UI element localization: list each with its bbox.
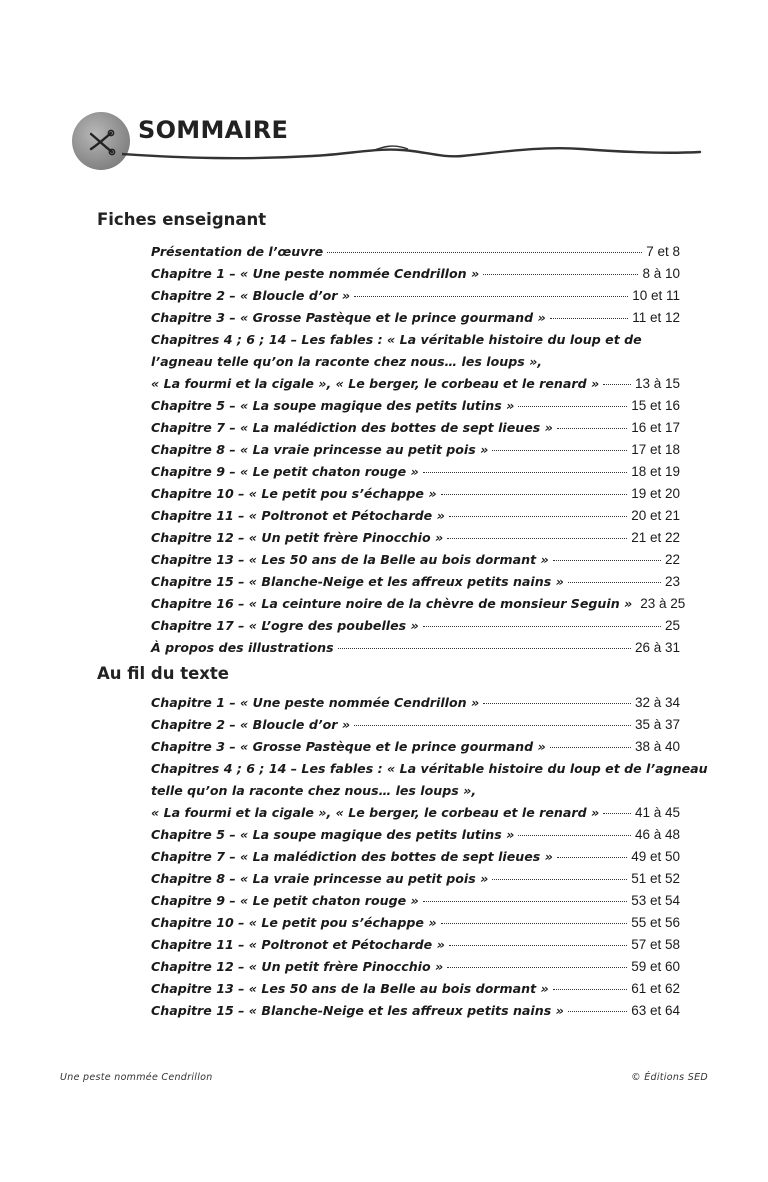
- toc-entry: [151, 329, 680, 351]
- dot-leader: [553, 559, 661, 561]
- toc-entry: [151, 736, 680, 758]
- toc-entry-label: « La fourmi et la cigale », « Le berger, le corbeau et le renard »: [151, 805, 600, 820]
- toc-entry: [151, 978, 680, 1000]
- toc-entry-pages: 26 à 31: [634, 640, 680, 655]
- toc-entry-label: Chapitre 17 – « L’ogre des poubelles »: [151, 618, 419, 633]
- dot-leader: [568, 1010, 627, 1012]
- toc-list-au-fil-du-texte: [151, 692, 708, 1022]
- dot-leader: [441, 493, 628, 495]
- toc-entry-pages: 18 et 19: [631, 464, 680, 479]
- dot-leader: [338, 647, 631, 649]
- page-title: SOMMAIRE: [138, 116, 289, 144]
- toc-entry-pages: 23 à 25: [640, 596, 686, 611]
- dot-leader: [447, 537, 627, 539]
- toc-entry-pages: 15 et 16: [631, 398, 680, 413]
- dot-leader: [492, 449, 627, 451]
- toc-entry-label: Chapitre 12 – « Un petit frère Pinocchio »: [151, 530, 444, 545]
- toc-entry: [151, 549, 680, 571]
- toc-entry: [151, 846, 680, 868]
- toc-entry: [151, 615, 680, 637]
- toc-entry: [151, 373, 680, 395]
- toc-entry-label: Chapitres 4 ; 6 ; 14 – Les fables : « La véritable histoire du loup et de l’agneau: [151, 761, 708, 776]
- toc-entry-pages: 51 et 52: [631, 871, 680, 886]
- toc-entry-label: Chapitre 8 – « La vraie princesse au petit pois »: [151, 871, 489, 886]
- toc-entry-label: Chapitre 7 – « La malédiction des bottes de sept lieues »: [151, 849, 553, 864]
- toc-entry: [151, 263, 680, 285]
- dot-leader: [518, 834, 631, 836]
- dot-leader: [449, 515, 627, 517]
- dot-leader: [423, 900, 627, 902]
- toc-entry: [151, 439, 680, 461]
- toc-entry-label: Chapitre 9 – « Le petit chaton rouge »: [151, 893, 419, 908]
- toc-entry-label: Chapitre 9 – « Le petit chaton rouge »: [151, 464, 419, 479]
- toc-entry-pages: 38 à 40: [634, 739, 680, 754]
- dot-leader: [354, 295, 628, 297]
- dot-leader: [550, 317, 629, 319]
- dot-leader: [603, 383, 631, 385]
- dot-leader: [441, 922, 628, 924]
- toc-entry-label: Chapitre 2 – « Bloucle d’or »: [151, 288, 351, 303]
- toc-entry-pages: 63 et 64: [631, 1003, 680, 1018]
- toc-entry-label: Chapitre 7 – « La malédiction des bottes de sept lieues »: [151, 420, 553, 435]
- toc-entry-label: Chapitre 1 – « Une peste nommée Cendrillon »: [151, 695, 480, 710]
- toc-entry-pages: 20 et 21: [631, 508, 680, 523]
- section-title-fiches-enseignant: Fiches enseignant: [97, 210, 267, 229]
- toc-entry: [151, 461, 680, 483]
- toc-entry-pages: 32 à 34: [634, 695, 680, 710]
- toc-entry-pages: 10 et 11: [632, 288, 680, 303]
- toc-entry-label: Chapitre 10 – « Le petit pou s’échappe »: [151, 915, 437, 930]
- toc-entry-label: « La fourmi et la cigale », « Le berger, le corbeau et le renard »: [151, 376, 600, 391]
- toc-entry-pages: 25: [664, 618, 680, 633]
- dot-leader: [603, 812, 631, 814]
- toc-entry-label: Chapitre 15 – « Blanche-Neige et les affreux petits nains »: [151, 1003, 564, 1018]
- toc-entry-pages: 61 et 62: [631, 981, 680, 996]
- toc-entry-pages: 55 et 56: [631, 915, 680, 930]
- dot-leader: [423, 625, 661, 627]
- toc-entry-label: Chapitre 10 – « Le petit pou s’échappe »: [151, 486, 437, 501]
- toc-entry-pages: 41 à 45: [634, 805, 680, 820]
- toc-entry-label: Chapitre 15 – « Blanche-Neige et les affreux petits nains »: [151, 574, 564, 589]
- footer-publisher: © Éditions SED: [631, 1072, 708, 1083]
- dot-leader: [492, 878, 627, 880]
- dot-leader: [553, 988, 628, 990]
- toc-entry-label: Chapitre 13 – « Les 50 ans de la Belle au bois dormant »: [151, 552, 549, 567]
- toc-entry-label: À propos des illustrations: [151, 640, 334, 655]
- toc-entry-label: Chapitre 3 – « Grosse Pastèque et le prince gourmand »: [151, 739, 546, 754]
- dot-leader: [483, 273, 638, 275]
- toc-entry: [151, 637, 680, 659]
- toc-entry: [151, 824, 680, 846]
- toc-entry: [151, 890, 680, 912]
- dot-leader: [518, 405, 627, 407]
- toc-entry: [151, 802, 680, 824]
- toc-entry-label: Chapitre 1 – « Une peste nommée Cendrillon »: [151, 266, 480, 281]
- dot-leader: [557, 427, 627, 429]
- toc-entry-pages: 17 et 18: [631, 442, 680, 457]
- dot-leader: [568, 581, 661, 583]
- toc-entry: [151, 868, 680, 890]
- toc-entry-label: Chapitre 5 – « La soupe magique des petits lutins »: [151, 398, 515, 413]
- toc-entry-pages: 35 à 37: [634, 717, 680, 732]
- toc-entry: [151, 934, 680, 956]
- toc-list-fiches-enseignant: [151, 241, 686, 659]
- dot-leader: [550, 746, 631, 748]
- toc-entry-label: Chapitre 12 – « Un petit frère Pinocchio »: [151, 959, 444, 974]
- toc-entry: [151, 758, 708, 780]
- toc-entry-pages: 11 et 12: [632, 310, 680, 325]
- toc-entry-label: Chapitre 8 – « La vraie princesse au petit pois »: [151, 442, 489, 457]
- toc-entry-pages: 16 et 17: [631, 420, 680, 435]
- toc-entry-pages: 7 et 8: [646, 244, 680, 259]
- toc-entry-label: Chapitre 16 – « La ceinture noire de la chèvre de monsieur Seguin »: [151, 596, 633, 611]
- toc-entry: [151, 956, 680, 978]
- toc-entry: [151, 571, 680, 593]
- toc-entry-pages: 49 et 50: [631, 849, 680, 864]
- toc-entry-pages: 46 à 48: [634, 827, 680, 842]
- toc-entry: [151, 780, 680, 802]
- section-title-au-fil-du-texte: Au fil du texte: [97, 664, 229, 683]
- toc-entry-pages: 21 et 22: [631, 530, 680, 545]
- dot-leader: [449, 944, 627, 946]
- dot-leader: [327, 251, 642, 253]
- toc-entry: [151, 483, 680, 505]
- toc-entry-pages: 22: [664, 552, 680, 567]
- toc-entry: [151, 714, 680, 736]
- dot-leader: [447, 966, 627, 968]
- toc-entry-pages: 23: [664, 574, 680, 589]
- toc-entry: [151, 527, 680, 549]
- toc-entry: [151, 285, 680, 307]
- dot-leader: [483, 702, 631, 704]
- toc-entry-label: Présentation de l’œuvre: [151, 244, 324, 259]
- toc-entry-label: telle qu’on la raconte chez nous… les loups »,: [151, 783, 477, 798]
- toc-entry: [151, 1000, 680, 1022]
- page-header: [70, 110, 700, 180]
- toc-entry-label: Chapitre 5 – « La soupe magique des petits lutins »: [151, 827, 515, 842]
- toc-entry: [151, 417, 680, 439]
- toc-entry: [151, 241, 680, 263]
- toc-entry: [151, 692, 680, 714]
- toc-entry-pages: 19 et 20: [631, 486, 680, 501]
- toc-entry-label: Chapitre 2 – « Bloucle d’or »: [151, 717, 351, 732]
- toc-entry-pages: 57 et 58: [631, 937, 680, 952]
- toc-entry-label: l’agneau telle qu’on la raconte chez nous… les loups »,: [151, 354, 543, 369]
- dot-leader: [423, 471, 627, 473]
- toc-entry-label: Chapitre 11 – « Poltronot et Pétocharde »: [151, 508, 445, 523]
- toc-entry: [151, 505, 680, 527]
- toc-entry-pages: 8 à 10: [642, 266, 680, 281]
- toc-entry-label: Chapitre 11 – « Poltronot et Pétocharde »: [151, 937, 445, 952]
- footer-book-title: Une peste nommée Cendrillon: [60, 1072, 213, 1083]
- toc-entry-label: Chapitre 13 – « Les 50 ans de la Belle au bois dormant »: [151, 981, 549, 996]
- toc-entry: [151, 307, 680, 329]
- toc-entry: [151, 351, 680, 373]
- dot-leader: [354, 724, 631, 726]
- toc-entry-pages: 59 et 60: [631, 959, 680, 974]
- toc-entry-pages: 53 et 54: [631, 893, 680, 908]
- toc-entry: [151, 593, 686, 615]
- toc-entry-label: Chapitre 3 – « Grosse Pastèque et le prince gourmand »: [151, 310, 546, 325]
- toc-entry-label: Chapitres 4 ; 6 ; 14 – Les fables : « La véritable histoire du loup et de: [151, 332, 642, 347]
- toc-entry: [151, 395, 680, 417]
- dot-leader: [557, 856, 627, 858]
- toc-entry: [151, 912, 680, 934]
- toc-entry-pages: 13 à 15: [634, 376, 680, 391]
